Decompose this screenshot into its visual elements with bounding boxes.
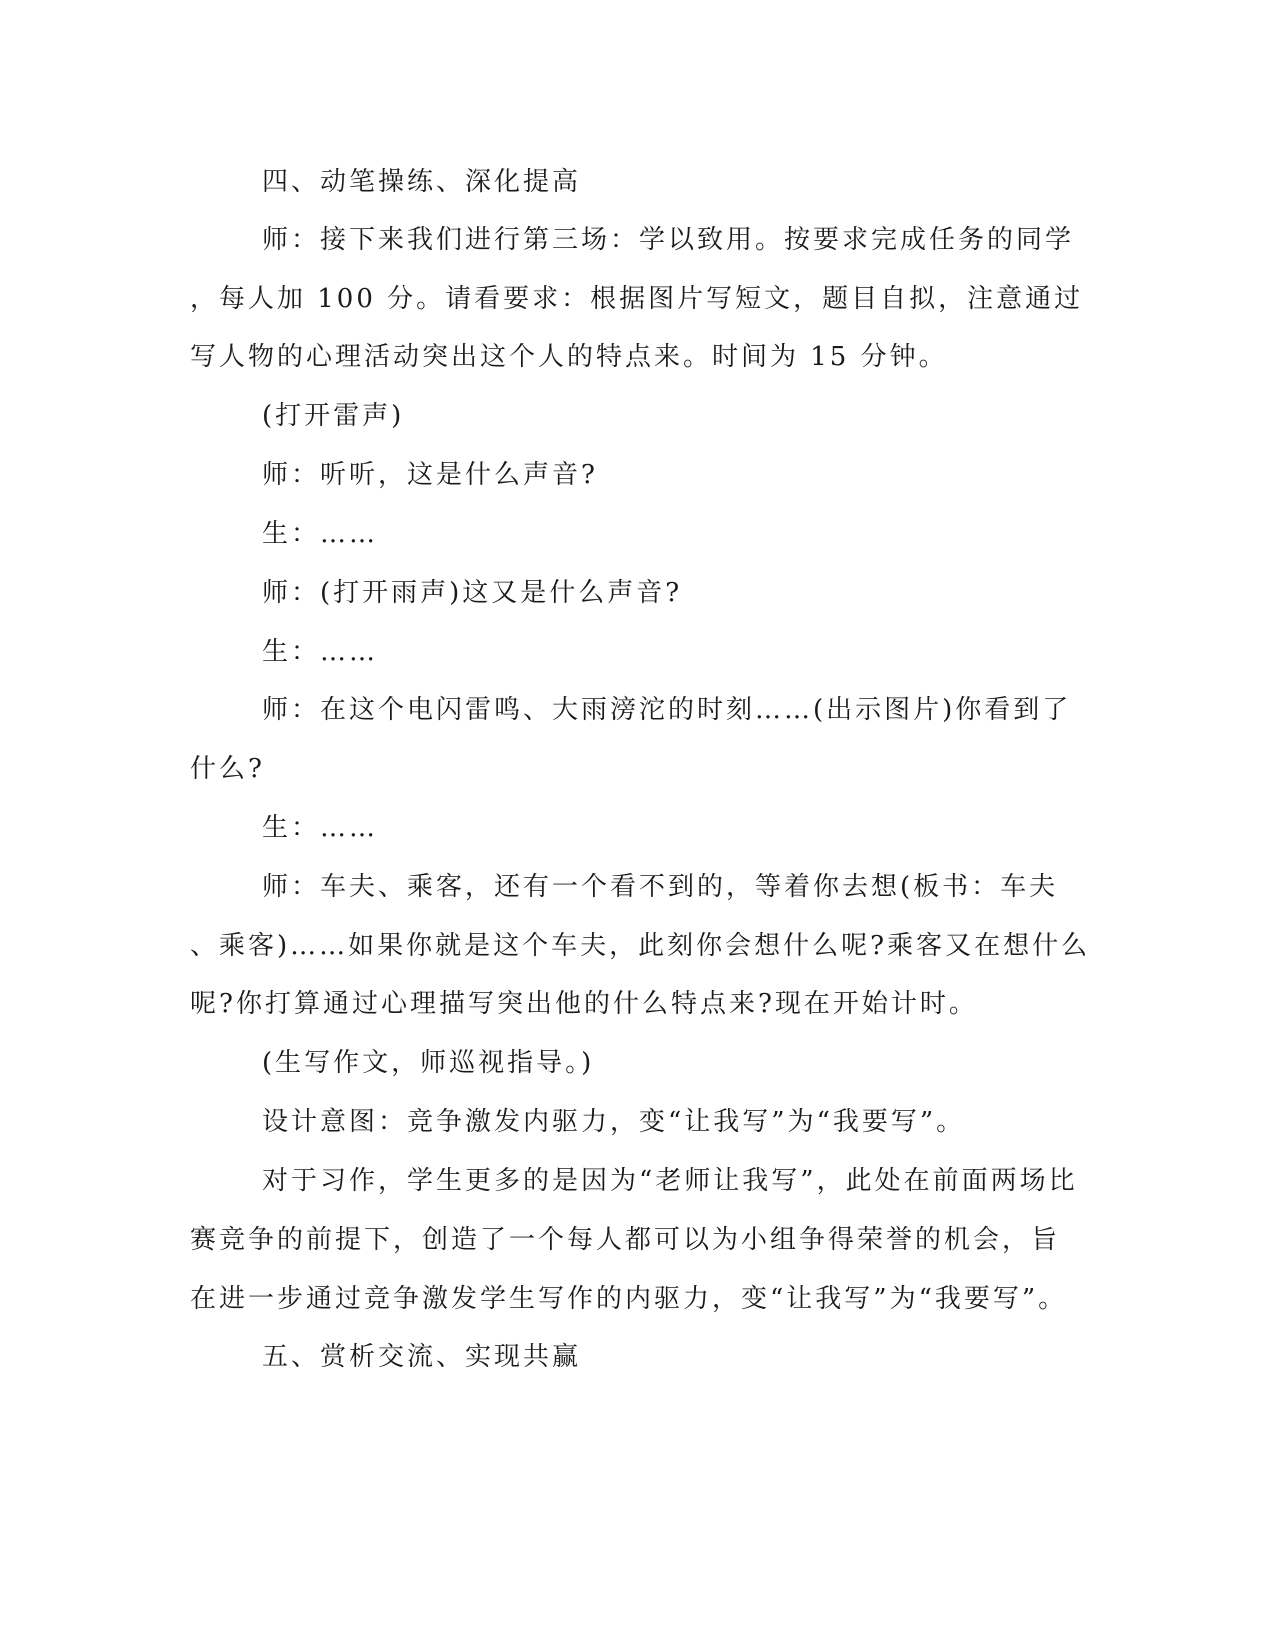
paragraph-line: 写人物的心理活动突出这个人的特点来。时间为 15 分钟。: [190, 342, 948, 372]
section-heading-four: 四、动笔操练、深化提高: [262, 167, 582, 197]
paragraph-line: 师：车夫、乘客，还有一个看不到的，等着你去想(板书：车夫: [262, 872, 1059, 902]
paragraph-line: 在进一步通过竞争激发学生写作的内驱力，变“让我写”为“我要写”。: [190, 1284, 1068, 1314]
paragraph-line: 呢?你打算通过心理描写突出他的什么特点来?现在开始计时。: [190, 989, 978, 1019]
paragraph-line: 师：听听，这是什么声音?: [262, 460, 598, 490]
design-intent-line: 设计意图：竞争激发内驱力，变“让我写”为“我要写”。: [262, 1107, 966, 1137]
paragraph-line: 对于习作，学生更多的是因为“老师让我写”，此处在前面两场比: [262, 1166, 1078, 1196]
paragraph-line: ，每人加 100 分。请看要求：根据图片写短文，题目自拟，注意通过: [190, 284, 1084, 314]
paragraph-line: 、乘客)……如果你就是这个车夫，此刻你会想什么呢?乘客又在想什么: [190, 931, 1091, 961]
paragraph-line: (打开雷声): [262, 401, 405, 431]
paragraph-line: 什么?: [190, 754, 265, 784]
paragraph-line: 师：(打开雨声)这又是什么声音?: [262, 578, 683, 608]
paragraph-line: 赛竞争的前提下，创造了一个每人都可以为小组争得荣誉的机会，旨: [190, 1225, 1061, 1255]
paragraph-line: 生：……: [262, 637, 379, 667]
paragraph-line: 生：……: [262, 519, 379, 549]
paragraph-line: 生：……: [262, 813, 379, 843]
section-heading-five: 五、赏析交流、实现共赢: [262, 1342, 582, 1372]
paragraph-line: 师：接下来我们进行第三场：学以致用。按要求完成任务的同学: [262, 225, 1075, 255]
paragraph-line: (生写作文，师巡视指导。): [262, 1048, 595, 1078]
paragraph-line: 师：在这个电闪雷鸣、大雨滂沱的时刻……(出示图片)你看到了: [262, 695, 1072, 725]
